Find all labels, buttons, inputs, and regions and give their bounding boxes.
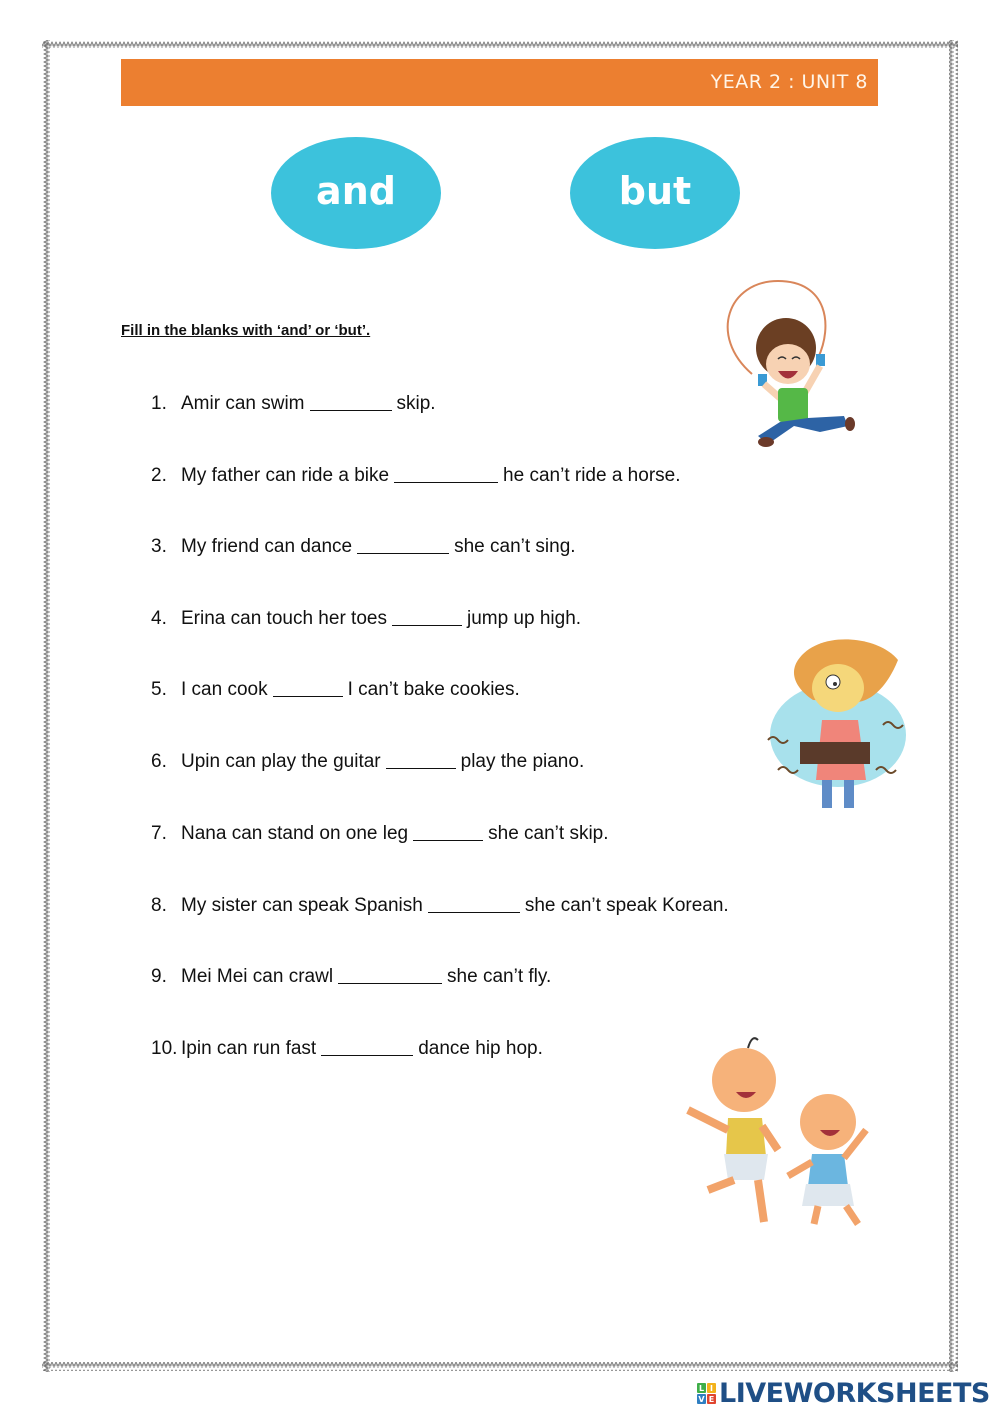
question-text-after: skip. [396, 393, 436, 414]
question-text-before: Nana can stand on one leg [181, 823, 409, 844]
question-text-before: Erina can touch her toes [181, 608, 387, 629]
answer-blank[interactable] [357, 552, 449, 554]
question-text-after: I can’t bake cookies. [347, 679, 520, 700]
question-text-after: she can’t sing. [454, 536, 576, 557]
question-item [151, 751, 584, 773]
answer-blank[interactable] [428, 911, 520, 913]
question-text-before: Ipin can run fast [181, 1038, 317, 1059]
question-number: 10. [151, 1038, 178, 1059]
question-number: 1. [151, 393, 167, 414]
question-item [151, 679, 520, 701]
word-bubble-label: and [316, 169, 396, 213]
question-item [151, 465, 681, 487]
question-number: 9. [151, 966, 167, 987]
question-item [151, 608, 581, 630]
question-text-before: My friend can dance [181, 536, 353, 557]
skipping-boy-icon [708, 276, 868, 456]
question-text-after: he can’t ride a horse. [503, 465, 681, 486]
answer-blank[interactable] [413, 839, 483, 841]
question-text-before: Mei Mei can crawl [181, 966, 334, 987]
logo-tiles-icon [697, 1383, 716, 1404]
logo-tile: E [708, 1394, 715, 1404]
question-text-after: play the piano. [460, 751, 585, 772]
answer-blank[interactable] [338, 982, 442, 984]
logo-tile: L [698, 1383, 705, 1393]
answer-blank[interactable] [392, 624, 462, 626]
question-number: 7. [151, 823, 167, 844]
word-bubble-and [271, 137, 441, 249]
instruction-heading: Fill in the blanks with ‘and’ or ‘but’. [121, 322, 371, 339]
question-number: 6. [151, 751, 167, 772]
question-text-after: she can’t fly. [447, 966, 552, 987]
question-number: 4. [151, 608, 167, 629]
question-text-before: I can cook [181, 679, 268, 700]
unit-label: YEAR 2 : UNIT 8 [710, 71, 868, 93]
question-text-after: dance hip hop. [418, 1038, 543, 1059]
question-number: 2. [151, 465, 167, 486]
answer-blank[interactable] [310, 409, 392, 411]
baking-girl-icon [758, 630, 908, 810]
question-text-before: Upin can play the guitar [181, 751, 381, 772]
question-text-before: My father can ride a bike [181, 465, 390, 486]
question-text-after: she can’t speak Korean. [524, 895, 729, 916]
logo-tile: V [698, 1394, 705, 1404]
word-bubble-label: but [618, 169, 692, 213]
logo-text: LIVEWORKSHEETS [719, 1378, 990, 1409]
logo-tile: I [707, 1383, 716, 1393]
upin-ipin-icon [678, 1030, 898, 1230]
question-number: 5. [151, 679, 167, 700]
answer-blank[interactable] [273, 695, 343, 697]
answer-blank[interactable] [394, 481, 498, 483]
word-bubble-but [570, 137, 740, 249]
unit-banner [121, 59, 878, 106]
question-text-before: Amir can swim [181, 393, 305, 414]
question-text-after: jump up high. [466, 608, 582, 629]
answer-blank[interactable] [386, 767, 456, 769]
question-item [151, 1038, 543, 1060]
question-item [151, 823, 609, 845]
question-item [151, 966, 551, 988]
question-number: 8. [151, 895, 167, 916]
question-item [151, 393, 436, 415]
question-item [151, 895, 729, 917]
question-number: 3. [151, 536, 167, 557]
liveworksheets-logo [697, 1378, 990, 1409]
question-item [151, 536, 576, 558]
answer-blank[interactable] [321, 1054, 413, 1056]
question-text-before: My sister can speak Spanish [181, 895, 423, 916]
question-text-after: she can’t skip. [488, 823, 609, 844]
